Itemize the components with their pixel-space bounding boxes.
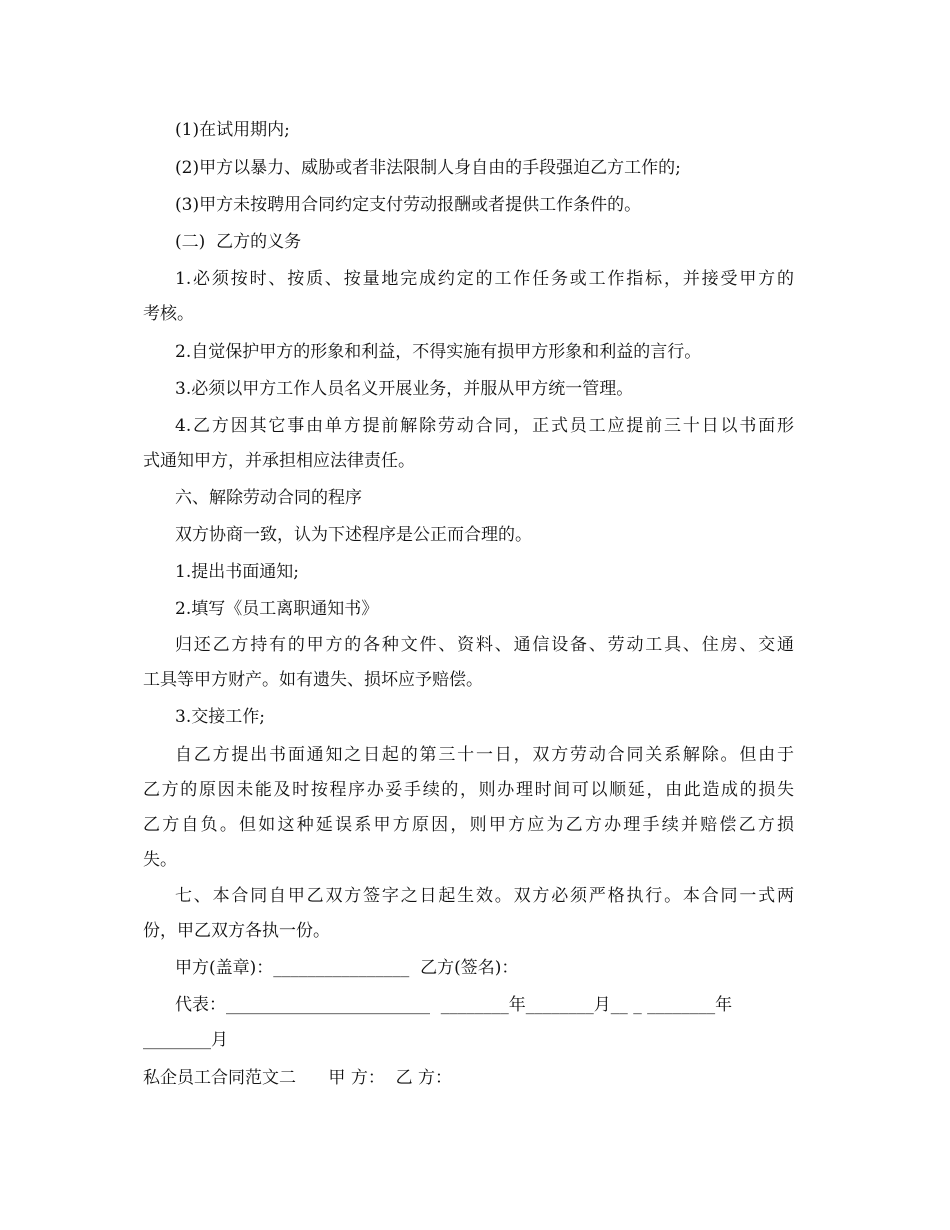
obligation-1-line-2: 考核。 bbox=[143, 304, 194, 324]
sample-two-heading: 私企员工合同范文二 甲 方： 乙 方： bbox=[143, 1068, 453, 1088]
termination-line-1: 自乙方提出书面通知之日起的第三十一日，双方劳动合同关系解除。但由于 bbox=[175, 745, 794, 765]
obligation-4-line-1: 4.乙方因其它事由单方提前解除劳动合同，正式员工应提前三十日以书面形 bbox=[175, 416, 794, 436]
representative-date-line: 代表：________________________ ________年________月__ _ ________年 bbox=[175, 995, 733, 1015]
obligation-3: 3.必须以甲方工作人员名义开展业务，并服从甲方统一管理。 bbox=[175, 379, 634, 399]
signature-line: 甲方(盖章)：________________ 乙方(签名)： bbox=[175, 958, 519, 978]
procedure-step-1: 1.提出书面通知; bbox=[175, 562, 299, 582]
section-6-heading: 六、解除劳动合同的程序 bbox=[175, 488, 362, 508]
section-6-intro: 双方协商一致，认为下述程序是公正而合理的。 bbox=[175, 525, 532, 545]
section-7-line-2: 份，甲乙双方各执一份。 bbox=[143, 921, 330, 941]
procedure-step-3: 3.交接工作; bbox=[175, 707, 265, 727]
payment-clause: (3)甲方未按聘用合同约定支付劳动报酬或者提供工作条件的。 bbox=[175, 195, 642, 215]
return-property-line-2: 工具等甲方财产。如有遗失、损坏应予赔偿。 bbox=[143, 670, 483, 690]
trial-period-clause: (1)在试用期内; bbox=[175, 120, 290, 140]
obligation-1-line-1: 1.必须按时、按质、按量地完成约定的工作任务或工作指标，并接受甲方的 bbox=[175, 269, 794, 289]
month-line: ________月 bbox=[143, 1030, 228, 1050]
party-b-obligations-heading: (二) 乙方的义务 bbox=[175, 232, 302, 252]
section-7-line-1: 七、本合同自甲乙双方签字之日起生效。双方必须严格执行。本合同一式两 bbox=[175, 886, 794, 906]
return-property-line-1: 归还乙方持有的甲方的各种文件、资料、通信设备、劳动工具、住房、交通 bbox=[175, 635, 794, 655]
obligation-4-line-2: 式通知甲方，并承担相应法律责任。 bbox=[143, 451, 415, 471]
termination-line-2: 乙方的原因未能及时按程序办妥手续的，则办理时间可以顺延，由此造成的损失 bbox=[143, 780, 794, 800]
termination-line-3: 乙方自负。但如这种延误系甲方原因，则甲方应为乙方办理手续并赔偿乙方损 bbox=[143, 815, 794, 835]
termination-line-4: 失。 bbox=[143, 850, 177, 870]
coercion-clause: (2)甲方以暴力、威胁或者非法限制人身自由的手段强迫乙方工作的; bbox=[175, 158, 681, 178]
procedure-step-2: 2.填写《员工离职通知书》 bbox=[175, 599, 379, 619]
obligation-2: 2.自觉保护甲方的形象和利益，不得实施有损甲方形象和利益的言行。 bbox=[175, 342, 702, 362]
